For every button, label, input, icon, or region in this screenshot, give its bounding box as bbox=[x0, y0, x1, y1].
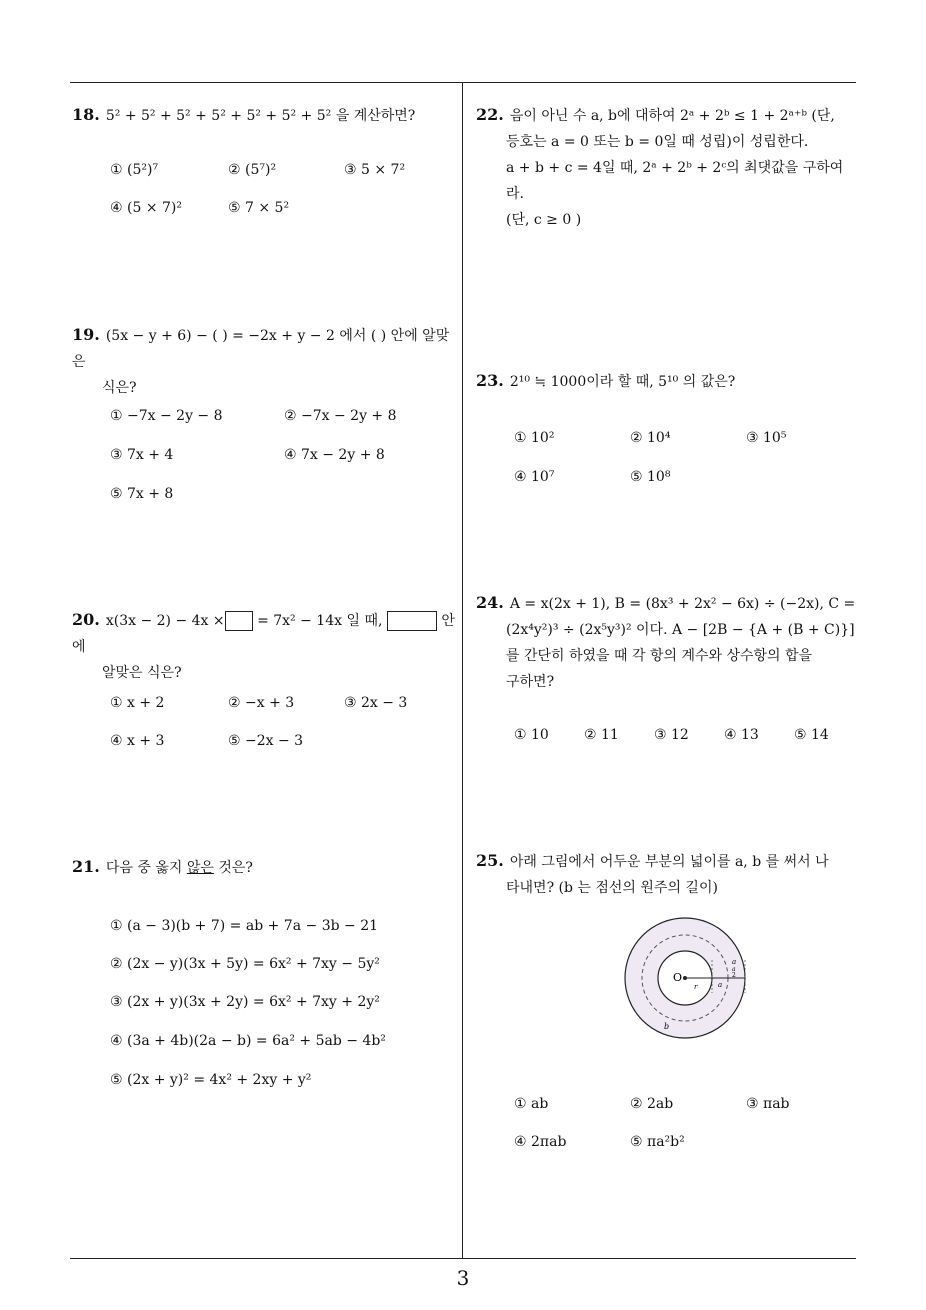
question-21 bbox=[72, 854, 457, 881]
option-5[interactable]: ⑤ 7x + 8 bbox=[110, 486, 174, 502]
question-stem: x(3x − 2) − 4x × bbox=[105, 613, 225, 629]
option-5[interactable]: ⑤ −2x − 3 bbox=[228, 733, 304, 749]
question-20 bbox=[72, 607, 460, 686]
half-a-label: a bbox=[732, 966, 736, 973]
option-1[interactable]: ① x + 2 bbox=[110, 695, 165, 711]
question-number: 25. bbox=[476, 851, 504, 870]
question-number: 20. bbox=[72, 610, 100, 629]
option-4[interactable]: ④ (3a + 4b)(2a − b) = 6a² + 5ab − 4b² bbox=[110, 1033, 386, 1049]
question-stem-cont: (2x⁴y²)³ ÷ (2x⁵y³)² 이다. A − [2B − {A + (B + C)}] bbox=[506, 622, 855, 638]
question-22 bbox=[476, 102, 861, 233]
question-stem: (5x − y + 6) − ( ) = −2x + y − 2 에서 ( ) 안에 알맞은 bbox=[72, 328, 450, 370]
a-label: a bbox=[732, 958, 737, 966]
question-18 bbox=[72, 102, 457, 129]
option-1[interactable]: ① 10 bbox=[514, 727, 549, 743]
option-1[interactable]: ① 10² bbox=[514, 430, 555, 446]
option-2[interactable]: ② (2x − y)(3x + 5y) = 6x² + 7xy − 5y² bbox=[110, 956, 380, 972]
question-stem: 2¹⁰ ≒ 1000이라 할 때, 5¹⁰ 의 값은? bbox=[509, 374, 736, 390]
option-1[interactable]: ① ab bbox=[514, 1096, 549, 1112]
question-stem-cont: 구하면? bbox=[506, 674, 555, 690]
b-label: b bbox=[664, 1022, 670, 1031]
question-number: 21. bbox=[72, 857, 100, 876]
option-3[interactable]: ③ 7x + 4 bbox=[110, 447, 174, 463]
option-5[interactable]: ⑤ 7 × 5² bbox=[228, 200, 290, 216]
question-number: 22. bbox=[476, 105, 504, 124]
question-stem-cont: 등호는 a = 0 또는 b = 0일 때 성립)이 성립한다. bbox=[506, 134, 809, 150]
question-number: 18. bbox=[72, 105, 100, 124]
a-label-2: a bbox=[718, 981, 723, 989]
option-1[interactable]: ① −7x − 2y − 8 bbox=[110, 408, 223, 424]
option-3[interactable]: ③ 10⁵ bbox=[746, 430, 787, 446]
question-stem-cont: (단, c ≥ 0 ) bbox=[506, 212, 582, 228]
question-stem: A = x(2x + 1), B = (8x³ + 2x² − 6x) ÷ (−2x), C = bbox=[509, 596, 856, 612]
option-5[interactable]: ⑤ 14 bbox=[794, 727, 829, 743]
option-4[interactable]: ④ (5 × 7)² bbox=[110, 200, 182, 216]
option-4[interactable]: ④ 7x − 2y + 8 bbox=[284, 447, 385, 463]
question-24 bbox=[476, 590, 861, 695]
bottom-rule bbox=[70, 1258, 856, 1259]
question-stem: 음이 아닌 수 a, b에 대하여 2ᵃ + 2ᵇ ≤ 1 + 2ᵃ⁺ᵇ (단, bbox=[509, 108, 835, 124]
center-label: O bbox=[673, 971, 683, 984]
blank-box bbox=[387, 611, 437, 631]
option-3[interactable]: ③ 2x − 3 bbox=[344, 695, 408, 711]
question-19 bbox=[72, 322, 457, 401]
option-4[interactable]: ④ 10⁷ bbox=[514, 469, 555, 485]
page-number: 3 bbox=[456, 1266, 470, 1290]
question-23 bbox=[476, 368, 861, 395]
blank-box bbox=[225, 611, 253, 631]
column-divider bbox=[462, 82, 463, 1258]
option-3[interactable]: ③ 5 × 7² bbox=[344, 162, 406, 178]
question-stem: 다음 중 옳지 bbox=[105, 860, 187, 876]
option-5[interactable]: ⑤ πa²b² bbox=[630, 1134, 685, 1150]
question-stem-end: 안에 bbox=[72, 613, 455, 655]
question-stem-cont: 식은? bbox=[102, 380, 137, 396]
question-stem-cont: 타내면? (b 는 점선의 원주의 길이) bbox=[506, 880, 718, 896]
option-3[interactable]: ③ (2x + y)(3x + 2y) = 6x² + 7xy + 2y² bbox=[110, 994, 380, 1010]
option-4[interactable]: ④ x + 3 bbox=[110, 733, 165, 749]
top-rule bbox=[70, 82, 856, 83]
option-3[interactable]: ③ πab bbox=[746, 1096, 790, 1112]
option-1[interactable]: ① (a − 3)(b + 7) = ab + 7a − 3b − 21 bbox=[110, 918, 379, 934]
option-2[interactable]: ② 10⁴ bbox=[630, 430, 671, 446]
option-5[interactable]: ⑤ (2x + y)² = 4x² + 2xy + y² bbox=[110, 1072, 312, 1088]
question-number: 23. bbox=[476, 371, 504, 390]
question-stem: 5² + 5² + 5² + 5² + 5² + 5² + 5² 을 계산하면? bbox=[105, 108, 416, 124]
option-3[interactable]: ③ 12 bbox=[654, 727, 689, 743]
annulus-figure bbox=[622, 915, 748, 1041]
option-4[interactable]: ④ 13 bbox=[724, 727, 759, 743]
option-4[interactable]: ④ 2πab bbox=[514, 1134, 567, 1150]
option-2[interactable]: ② 11 bbox=[584, 727, 619, 743]
half-denominator-label: 2 bbox=[732, 972, 736, 979]
question-number: 24. bbox=[476, 593, 504, 612]
emphasis-underline: 않은 bbox=[186, 860, 214, 876]
r-label: r bbox=[694, 983, 698, 991]
question-stem-cont: 를 간단히 하였을 때 각 항의 계수와 상수항의 합을 bbox=[506, 648, 813, 664]
option-2[interactable]: ② 2ab bbox=[630, 1096, 674, 1112]
option-2[interactable]: ② (5⁷)² bbox=[228, 162, 277, 178]
option-2[interactable]: ② −7x − 2y + 8 bbox=[284, 408, 397, 424]
question-stem-end: 것은? bbox=[213, 860, 253, 876]
question-stem-mid: = 7x² − 14x 일 때, bbox=[257, 613, 383, 629]
option-1[interactable]: ① (5²)⁷ bbox=[110, 162, 159, 178]
question-number: 19. bbox=[72, 325, 100, 344]
question-stem-cont: 알맞은 식은? bbox=[102, 665, 182, 681]
option-2[interactable]: ② −x + 3 bbox=[228, 695, 295, 711]
question-stem-cont: a + b + c = 4일 때, 2ᵃ + 2ᵇ + 2ᶜ의 최댓값을 구하여라. bbox=[506, 160, 844, 202]
question-stem: 아래 그림에서 어두운 부분의 넓이를 a, b 를 써서 나 bbox=[509, 854, 829, 870]
question-25 bbox=[476, 848, 861, 901]
option-5[interactable]: ⑤ 10⁸ bbox=[630, 469, 671, 485]
